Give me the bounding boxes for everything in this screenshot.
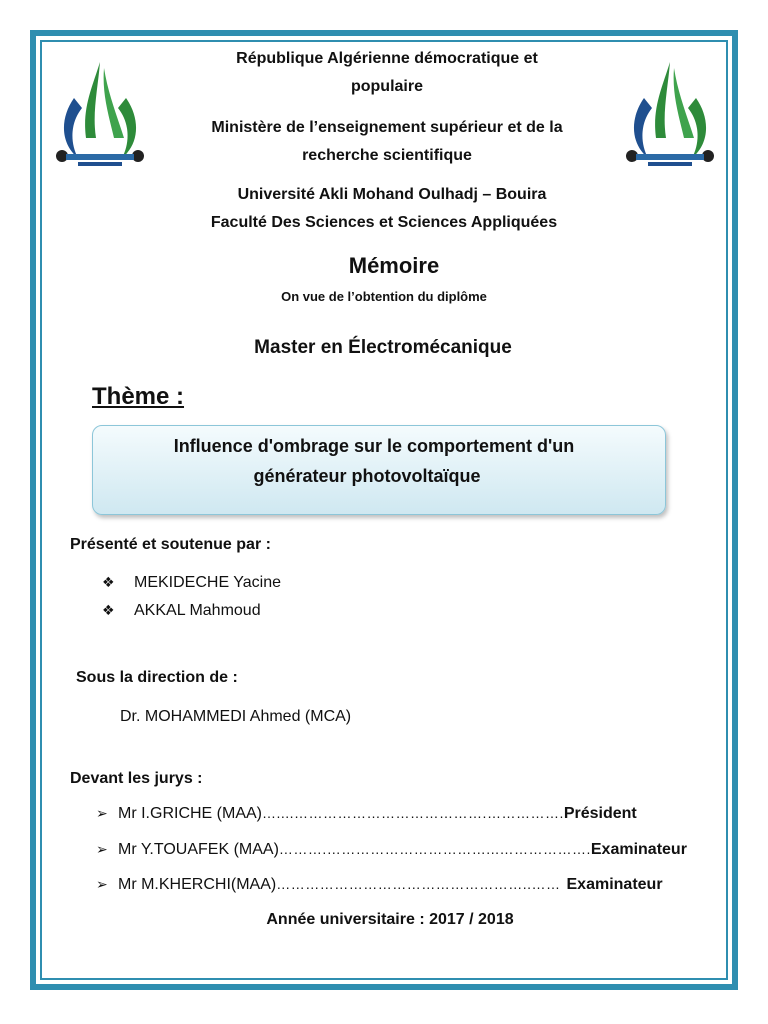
jury-member-row xyxy=(96,841,687,859)
header-ministry-line1: Ministère de l’enseignement supérieur et de la xyxy=(211,119,563,136)
memoire-subtitle: On vue de l’obtention du diplôme xyxy=(281,289,487,304)
university-logo-right xyxy=(622,58,718,170)
jury-label: Devant les jurys : xyxy=(70,770,203,787)
jury-member-name: Mr M.KHERCHI(MAA) xyxy=(118,876,277,893)
leader-dots: ……………………………………………..…… xyxy=(276,876,561,892)
arrow-bullet-icon: ➢ xyxy=(96,805,108,821)
university-logo-left xyxy=(52,58,148,170)
arrow-bullet-icon: ➢ xyxy=(96,841,108,857)
diamond-bullet-icon: ❖ xyxy=(102,574,115,590)
header-faculty: Faculté Des Sciences et Sciences Appliquées xyxy=(210,214,558,231)
jury-member-name: Mr Y.TOUAFEK (MAA) xyxy=(118,841,279,858)
jury-member-name: Mr I.GRICHE (MAA) xyxy=(118,805,262,822)
student-name: AKKAL Mahmoud xyxy=(134,602,261,619)
direction-label: Sous la direction de : xyxy=(76,669,238,686)
header-republic-line1: République Algérienne démocratique et xyxy=(236,50,538,67)
supervisor-name: Dr. MOHAMMEDI Ahmed (MCA) xyxy=(120,708,352,725)
header-republic-line2: populaire xyxy=(350,78,423,95)
leader-dots: …....………………………………….……………. xyxy=(262,805,564,821)
jury-member-row xyxy=(96,805,637,823)
student-item xyxy=(102,602,261,620)
academic-year: Année universitaire : 2017 / 2018 xyxy=(266,911,514,928)
theme-line1: Influence d'ombrage sur le comportement d'un xyxy=(173,436,575,456)
leader-dots: ……….……………………………...………………. xyxy=(278,841,591,857)
theme-box xyxy=(92,425,666,515)
jury-member-role: Président xyxy=(563,805,637,822)
header-ministry-line2: recherche scientifique xyxy=(302,147,472,164)
jury-member-role: Examinateur xyxy=(566,876,663,893)
presented-label: Présenté et soutenue par : xyxy=(70,536,271,553)
theme-line2: générateur photovoltaïque xyxy=(253,466,481,486)
student-item xyxy=(102,574,281,592)
theme-label: Thème : xyxy=(92,383,185,410)
jury-member-row xyxy=(96,876,663,894)
student-name: MEKIDECHE Yacine xyxy=(134,574,282,591)
jury-member-role: Examinateur xyxy=(590,841,687,858)
arrow-bullet-icon: ➢ xyxy=(96,876,108,892)
diamond-bullet-icon: ❖ xyxy=(102,602,115,618)
degree-title: Master en Électromécanique xyxy=(254,337,512,358)
header-university: Université Akli Mohand Oulhadj – Bouira xyxy=(237,186,547,203)
memoire-title: Mémoire xyxy=(348,253,440,278)
